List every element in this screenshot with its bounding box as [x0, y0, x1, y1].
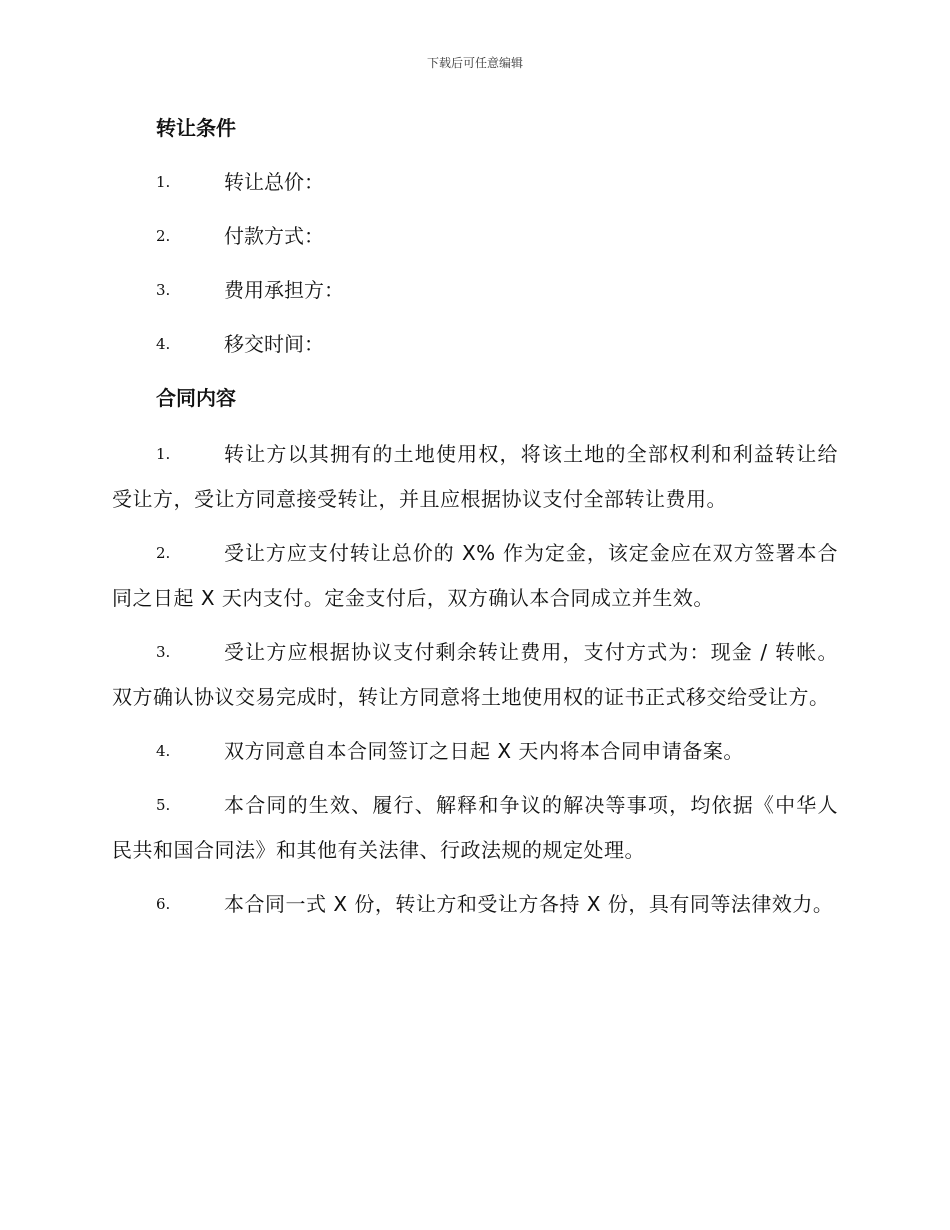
- condition-item: [112, 162, 838, 216]
- item-number: 4.: [156, 335, 171, 353]
- clause-number: 3.: [156, 643, 171, 661]
- clause-text: 转让方以其拥有的土地使用权，将该土地的全部权利和利益转让给受让方，受让方同意接受转让，并且应根据协议支付全部转让费用。: [112, 442, 838, 511]
- clause-number: 4.: [156, 742, 171, 760]
- clause-number: 5.: [156, 796, 171, 814]
- clause-text: 本合同一式 X 份，转让方和受让方各持 X 份，具有同等法律效力。: [224, 892, 834, 916]
- condition-item: [112, 216, 838, 270]
- clause-text: 双方同意自本合同签订之日起 X 天内将本合同申请备案。: [224, 739, 744, 763]
- condition-label: 费用承担方：: [224, 278, 344, 302]
- document-body: [112, 108, 838, 936]
- section-title-transfer-conditions: 转让条件: [156, 116, 236, 140]
- contract-clause: [112, 783, 838, 873]
- header-note: 下载后可任意编辑: [426, 56, 523, 70]
- contract-clause: [112, 531, 838, 621]
- contract-clause: [112, 882, 838, 927]
- clause-text: 本合同的生效、履行、解释和争议的解决等事项，均依据《中华人民共和国合同法》和其他有关法律、行政法规的规定处理。: [112, 793, 838, 862]
- clause-number: 1.: [156, 445, 171, 463]
- contract-clause: [112, 630, 838, 720]
- section-title-contract-content: 合同内容: [156, 386, 236, 410]
- clause-number: 2.: [156, 544, 171, 562]
- item-number: 2.: [156, 227, 171, 245]
- condition-label: 付款方式：: [224, 224, 324, 248]
- item-number: 3.: [156, 281, 171, 299]
- contract-clause: [112, 432, 838, 522]
- contract-clause: [112, 729, 838, 774]
- clause-number: 6.: [156, 895, 171, 913]
- condition-label: 移交时间：: [224, 332, 324, 356]
- condition-item: [112, 324, 838, 378]
- clause-text: 受让方应支付转让总价的 X% 作为定金，该定金应在双方签署本合同之日起 X 天内支付。定金支付后，双方确认本合同成立并生效。: [112, 541, 838, 610]
- clause-text: 受让方应根据协议支付剩余转让费用，支付方式为：现金 / 转帐。双方确认协议交易完成时，转让方同意将土地使用权的证书正式移交给受让方。: [112, 640, 838, 709]
- condition-label: 转让总价：: [224, 170, 324, 194]
- condition-item: [112, 270, 838, 324]
- item-number: 1.: [156, 173, 171, 191]
